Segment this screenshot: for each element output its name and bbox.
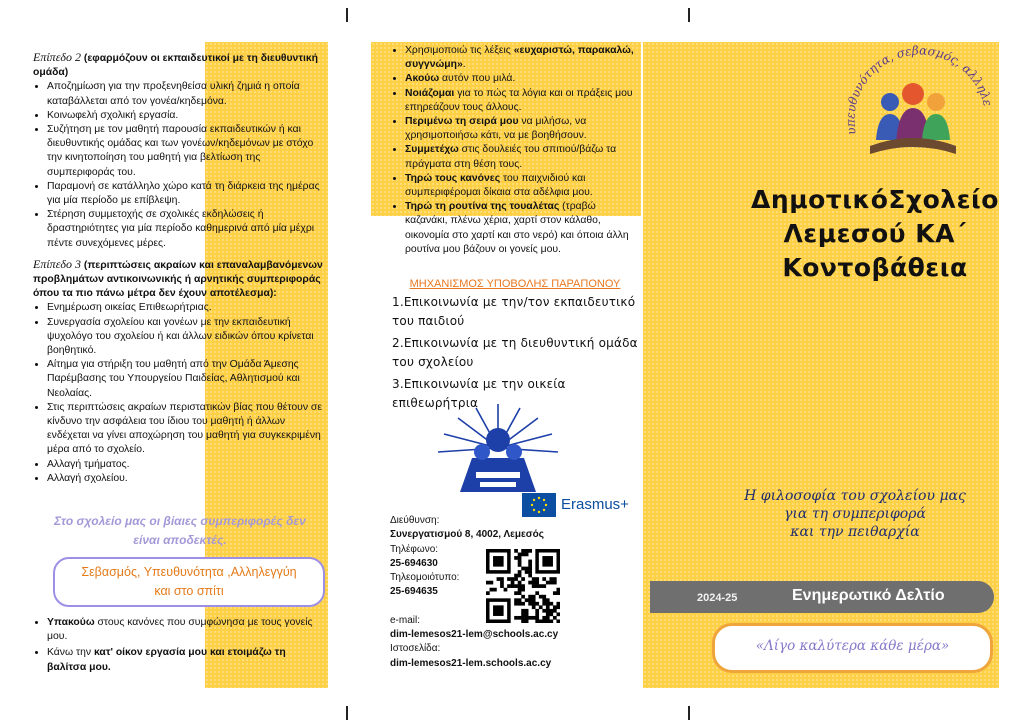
values-pill-line: και στο σπίτι <box>154 584 224 598</box>
emblem-illustration-icon <box>420 400 575 500</box>
school-logo <box>818 42 1008 177</box>
list-item <box>405 87 641 115</box>
address-value: Συνεργατισμού 8, 4002, Λεμεσός <box>390 529 544 541</box>
complaint-heading: ΜΗΧΑΝΙΣΜΟΣ ΥΠΟΒΟΛΗΣ ΠΑΡΑΠΟΝΟΥ <box>409 278 621 290</box>
school-name-line: Κοντοβάθεια <box>782 253 968 282</box>
values-pill-line: Σεβασμός, Υπευθυνότητα ,Αλληλεγγύη <box>81 565 297 579</box>
crop-mark <box>688 8 690 22</box>
list-item <box>405 172 641 200</box>
list-item: • Συζήτηση με τον μαθητή παρουσία εκπαιδευτικών ή και διευθυντικής ομάδας και των γονέων/κηδεμόνων με στόχο την κινητοποίηση του μαθητή για βελτίωση της συμπεριφοράς του. <box>47 123 323 180</box>
list-item: • Αίτημα για στήριξη του μαθητή από την Ομάδα Άμεσης Παρέμβασης του Υπουργείου Παιδείας, Αθλητισμού και Νεολαίας. <box>47 358 323 401</box>
list-item: • Αποζημίωση για την προξενηθείσα υλική ζημιά η οποία καταβάλλεται από τον γονέα/κηδεμόνα. <box>47 80 323 108</box>
rule-text: αυτόν που μιλά. <box>439 73 516 85</box>
list-item: • Συνεργασία σχολείου και γονέων με την εκπαιδευτική ψυχολόγο του σχολείου ή και άλλων ειδικών όπου κρίνεται βοηθητικό. <box>47 316 323 359</box>
complaint-step: 2.Επικοινωνία με τη διευθυντική ομάδα του σχολείου <box>392 336 638 369</box>
philosophy-line: Η φιλοσοφία του σχολείου μας <box>744 488 966 504</box>
qr-code-icon <box>486 549 560 623</box>
level3-subtitle: (περιπτώσεις ακραίων και επαναλαμβανόμενων προβλημάτων αντικοινωνικής ή αρνητικής συμπεριφοράς όπου τα πιο πάνω μέτρα δεν έχουν αποτέλεσμα): <box>33 259 323 300</box>
rule-bold: Τηρώ τη ρουτίνα της τουαλέτας <box>405 201 560 213</box>
crop-mark <box>346 706 348 720</box>
philosophy-line: για τη συμπεριφορά <box>784 506 926 522</box>
rule-bold: Ακούω <box>405 73 440 85</box>
home-item-bold: Υπακούω <box>47 617 95 628</box>
newsletter-title: Ενημερωτικό Δελτίο <box>792 587 945 604</box>
level2-subtitle: (εφαρμόζουν οι εκπαιδευτικοί με τη διευθυντική ομάδα) <box>33 53 318 79</box>
list-item: • Παραμονή σε κατάλληλο χώρο κατά τη διάρκεια της ημέρας για μία περίοδο με επίβλεψη. <box>47 180 323 208</box>
philosophy-line: και την πειθαρχία <box>790 524 920 540</box>
level2-heading <box>33 50 323 80</box>
complaint-step: 3.Επικοινωνία με την οικεία επιθεωρήτρια <box>392 377 566 410</box>
fax-value: 25-694635 <box>390 586 438 598</box>
values-pill <box>53 557 325 607</box>
rule-text: . <box>462 59 466 71</box>
home-item-text: στους κανόνες που συμφώνησα με τους γονείς μου. <box>47 617 313 643</box>
complaint-steps <box>392 293 642 413</box>
list-item: • Στέρηση συμμετοχής σε σχολικές εκδηλώσεις ή δραστηριότητες για μία περίοδο καθημερινά από μία μέχρι πέντε συνεχόμενες μέρες. <box>47 208 323 251</box>
rule-bold: Νοιάζομαι <box>405 87 455 99</box>
logo-arc-text: υπευθυνότητα, σεβασμός, αλληλε <box>843 43 995 136</box>
home-item-text: Κάνω την <box>47 647 94 659</box>
list-item <box>405 143 641 171</box>
crop-mark <box>688 706 690 720</box>
level3-title: Επίπεδο 3 <box>33 256 81 271</box>
rule-text: για το πώς τα λόγια και οι πράξεις μου επηρεάζουν τους άλλους. <box>405 87 633 113</box>
school-name <box>740 183 1010 285</box>
home-rules-list <box>391 44 641 257</box>
violence-line: Στο σχολείο μας οι βίαιες συμπεριφορές δεν <box>54 514 306 528</box>
list-item: • Αλλαγή σχολείου. <box>47 472 323 486</box>
left-panel <box>33 50 323 486</box>
website-value: dim-lemesos21-lem.schools.ac.cy <box>390 657 552 669</box>
newsletter-bar <box>650 581 994 613</box>
email-value: dim-lemesos21-lem@schools.ac.cy <box>390 629 559 641</box>
level3-list <box>33 301 323 486</box>
rule-text: στις δουλειές του σπιτιού/βάζω τα πράγματα στη θέση τους. <box>405 144 617 170</box>
level2-title: Επίπεδο 2 <box>33 50 81 64</box>
home-list-left <box>33 616 323 675</box>
rule-text: (τραβώ καζανάκι, πλένω χέρια, χαρτί στον κάλαθο, οικονομία στο χαρτί και στο νερό) και όποια άλλη ρουτίνα μου βάζουν οι γονείς μου. <box>405 201 629 255</box>
rule-text: του παιχνιδιού και συμπεριφέρομαι δίκαια στα αδέλφια μου. <box>405 172 593 199</box>
level2-list <box>33 80 323 250</box>
rule-text: να μιλήσω, να χρησιμοποιήσω κάτι, να με βοηθήσουν. <box>405 116 587 142</box>
email-label: e-mail: <box>390 614 421 626</box>
middle-panel-list <box>391 44 641 257</box>
rule-bold: Περιμένω τη σειρά μου <box>405 116 519 128</box>
rule-bold: Συμμετέχω <box>405 144 459 156</box>
list-item <box>405 72 641 86</box>
erasmus-label: Erasmus+ <box>561 496 629 513</box>
fax-label: Τηλεομοιότυπο: <box>390 572 460 584</box>
year-label: 2024-25 <box>697 592 738 604</box>
list-item: • Αλλαγή τμήματος. <box>47 458 323 472</box>
rule-text: Χρησιμοποιώ τις λέξεις <box>405 45 514 56</box>
list-item: • Κοινωφελή σχολική εργασία. <box>47 109 323 123</box>
list-item <box>405 200 641 257</box>
rule-bold: «ευχαριστώ, παρακαλώ, συγγνώμη» <box>405 45 634 71</box>
school-name-line: ΔημοτικόΣχολείο <box>751 185 999 214</box>
philosophy-heading <box>705 487 1005 541</box>
level3-heading <box>33 257 323 302</box>
school-name-line: Λεμεσού ΚΑ΄ <box>783 219 967 248</box>
list-item <box>47 616 323 644</box>
address-label: Διεύθυνση: <box>390 515 440 526</box>
phone-value: 25-694630 <box>390 557 438 569</box>
home-item-bold: κατ' οίκον εργασία μου και ετοιμάζω τη βαλίτσα μου. <box>47 647 286 673</box>
crop-mark <box>346 8 348 22</box>
list-item <box>405 44 641 72</box>
list-item: • Στις περιπτώσεις ακραίων περιστατικών βίας που θέτουν σε κίνδυνο την ασφάλεια του ίδιου του μαθητή ή άλλων ενδέχεται να γίνει αποχώρηση του μαθητή για συγκεκριμένη μέρα από το σχολείο. <box>47 401 323 458</box>
complaint-step: 1.Επικοινωνία με την/τον εκπαιδευτικό του παιδιού <box>392 295 636 328</box>
list-item <box>47 646 323 674</box>
violence-line: είναι αποδεκτές. <box>133 533 227 547</box>
violence-statement <box>30 512 330 550</box>
list-item <box>405 115 641 143</box>
phone-label: Τηλέφωνο: <box>390 543 439 555</box>
rule-bold: Τηρώ τους κανόνες <box>405 172 501 184</box>
school-emblem <box>420 400 575 500</box>
motto-pill: «Λίγο καλύτερα κάθε μέρα» <box>712 623 993 673</box>
list-item: • Ενημέρωση οικείας Επιθεωρήτριας. <box>47 301 323 315</box>
website-label: Ιστοσελίδα: <box>390 643 441 655</box>
school-logo-icon <box>818 42 1008 177</box>
